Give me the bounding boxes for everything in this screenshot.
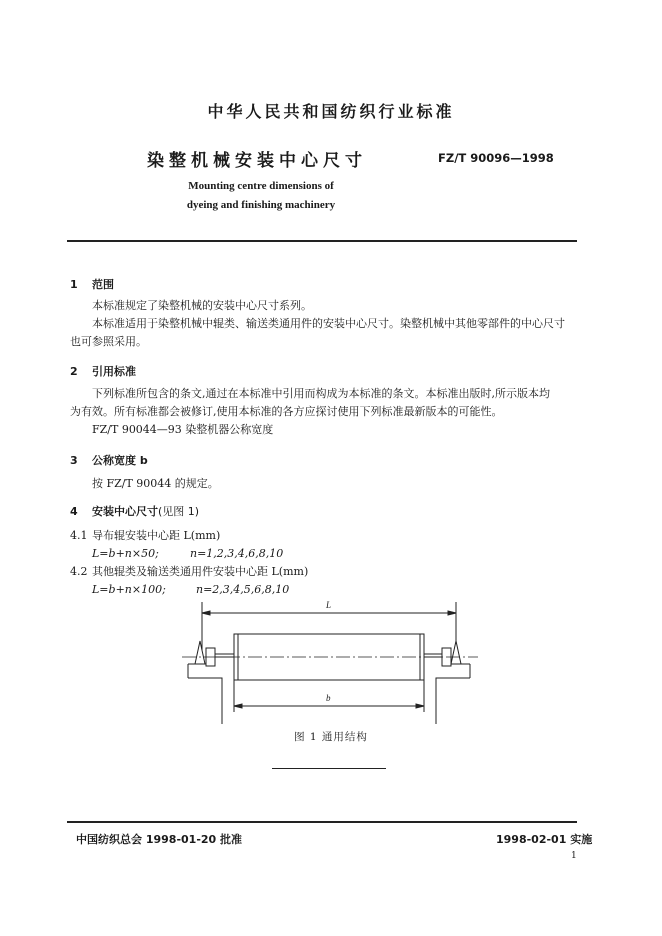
implementation-date: 1998-02-01 实施 [496, 833, 593, 846]
section-2-para-1b: 为有效。所有标准都会被修订,使用本标准的各方应探讨使用下列标准最新版本的可能性。 [70, 405, 503, 418]
section-title: 范围 [92, 278, 114, 291]
arrowhead [448, 611, 456, 615]
section-1-para-1: 本标准规定了染整机械的安装中心尺寸系列。 [92, 299, 312, 312]
footer-rule [67, 821, 577, 823]
section-title: 引用标准 [92, 365, 136, 378]
arrowhead [202, 611, 210, 615]
section-title: 安装中心尺寸 [92, 505, 158, 518]
standard-number: FZ/T 90096—1998 [438, 151, 554, 165]
section-4-heading [70, 503, 199, 519]
arrowhead [416, 704, 424, 708]
section-3-heading [70, 452, 148, 468]
right-bearing-support [451, 641, 461, 664]
clause-4-1-heading [70, 528, 220, 543]
english-title-line2: dyeing and finishing machinery [186, 199, 336, 211]
issuing-category: 中华人民共和国纺织行业标准 [207, 102, 455, 121]
clause-title: 其他辊类及输送类通用件安装中心距 L(mm) [92, 565, 309, 578]
clause-4-2-formula: L=b+n×100; [92, 583, 166, 596]
clause-4-2-heading [70, 564, 308, 579]
arrowhead [234, 704, 242, 708]
figure-reference: (见图 1) [158, 505, 200, 518]
general-structure-figure [180, 596, 480, 726]
section-number: 4 [70, 505, 78, 518]
section-title: 公称宽度 b [92, 454, 148, 467]
section-2-heading [70, 363, 136, 379]
section-2-para-1a: 下列标准所包含的条文,通过在本标准中引用而构成为本标准的条文。本标准出版时,所示版本均 [92, 387, 550, 400]
section-number: 1 [70, 278, 78, 291]
clause-4-1-formula: L=b+n×50; [92, 547, 159, 560]
clause-number: 4.1 [70, 529, 88, 542]
end-rule [272, 768, 386, 769]
page-number: 1 [571, 851, 577, 861]
section-1-para-2b: 也可参照采用。 [70, 335, 147, 348]
clause-number: 4.2 [70, 565, 88, 578]
left-frame [188, 664, 222, 724]
left-bearing-support [195, 641, 205, 664]
right-frame [436, 664, 470, 724]
roller-body [234, 634, 424, 680]
section-1-heading [70, 276, 114, 292]
clause-4-2-n-values: n=2,3,4,5,6,8,10 [196, 583, 290, 596]
label-b: b [326, 693, 331, 703]
english-title-line1: Mounting centre dimensions of [188, 180, 334, 192]
approval-date: 中国纺织总会 1998-01-20 批准 [76, 833, 243, 846]
standard-title: 染整机械安装中心尺寸 [147, 151, 367, 171]
section-1-para-2a: 本标准适用于染整机械中辊类、输送类通用件的安装中心尺寸。染整机械中其他零部件的中心尺寸 [92, 317, 565, 330]
label-L: L [326, 600, 332, 610]
figure-caption: 图 1 通用结构 [294, 731, 368, 743]
section-number: 3 [70, 454, 78, 467]
reference-standard: FZ/T 90044—93 染整机器公称宽度 [92, 423, 274, 436]
header-rule [67, 240, 577, 242]
clause-title: 导布辊安装中心距 L(mm) [92, 529, 221, 542]
section-number: 2 [70, 365, 78, 378]
section-3-para: 按 FZ/T 90044 的规定。 [92, 477, 219, 490]
clause-4-1-n-values: n=1,2,3,4,6,8,10 [190, 547, 284, 560]
